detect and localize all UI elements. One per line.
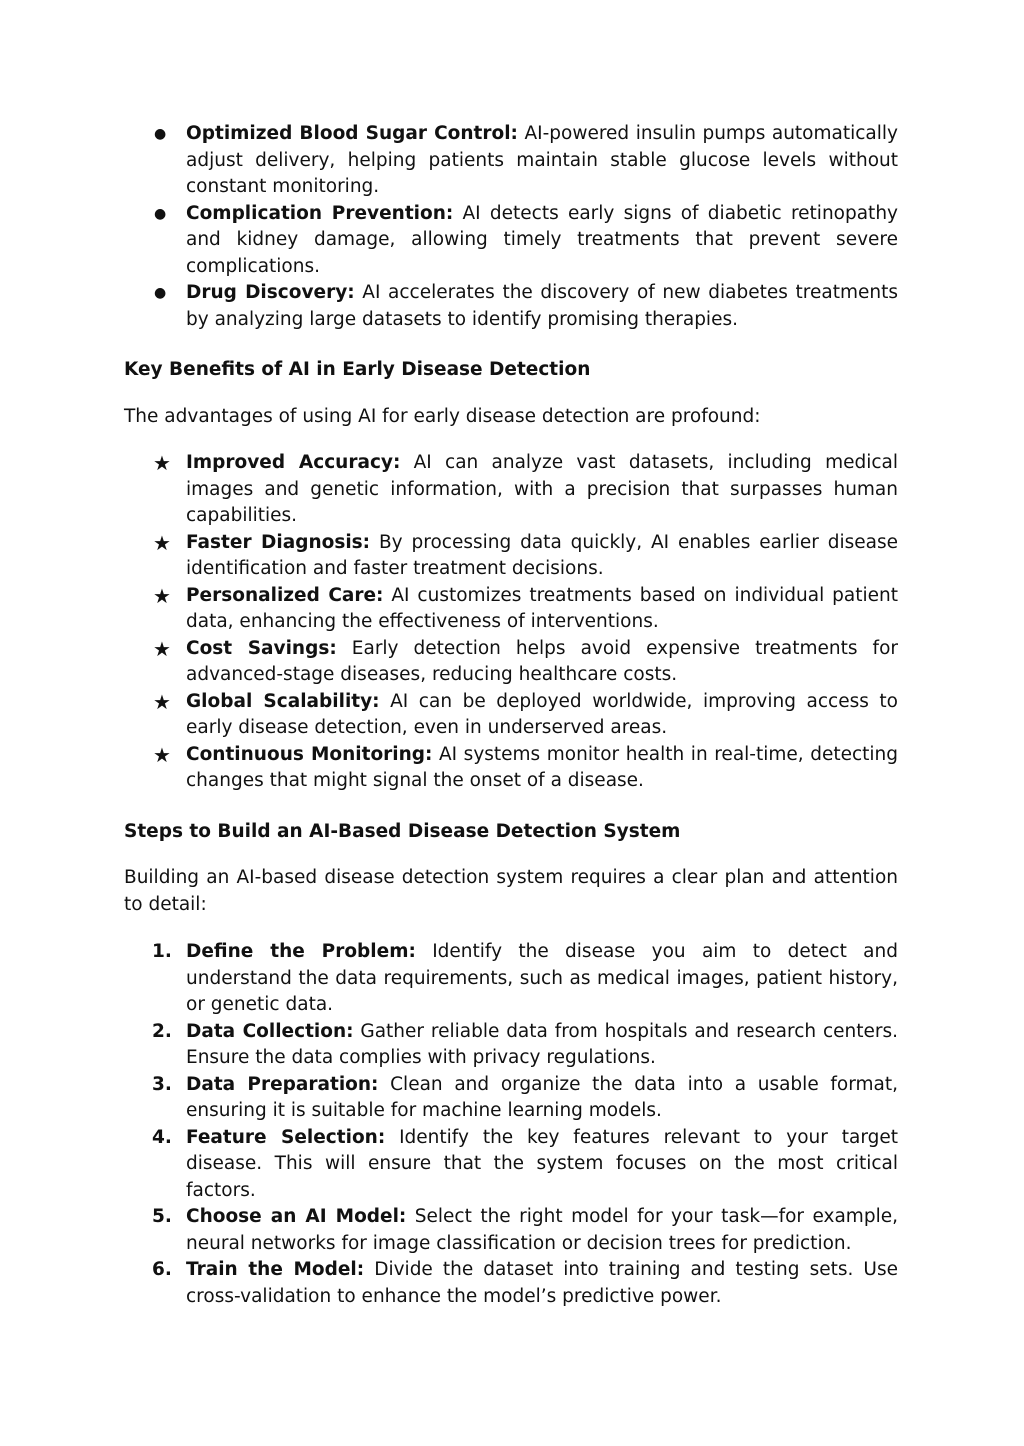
item-text: Clean and organize the data into a usable format, ensuring it is suitable for machine learning models. bbox=[186, 1073, 898, 1121]
benefits-intro: The advantages of using AI for early disease detection are profound: bbox=[124, 405, 761, 427]
item-text: Early detection helps avoid expensive treatments for advanced-stage diseases, reducing healthcare costs. bbox=[186, 637, 898, 685]
document-page bbox=[124, 121, 898, 1310]
list-item bbox=[124, 742, 898, 795]
list-item bbox=[124, 1204, 898, 1257]
list-item bbox=[124, 1125, 898, 1205]
item-label: Data Preparation: bbox=[186, 1073, 379, 1095]
bullet-icon: ● bbox=[154, 205, 167, 222]
list-item bbox=[124, 939, 898, 1019]
item-text: AI can analyze vast datasets, including medical images and genetic information, with a precision that surpasses human capabilities. bbox=[186, 452, 898, 526]
item-label: Drug Discovery: bbox=[186, 282, 355, 303]
benefits-list bbox=[124, 450, 898, 795]
item-label: Train the Model: bbox=[186, 1259, 365, 1280]
star-icon: ★ bbox=[153, 689, 171, 714]
item-label: Faster Diagnosis: bbox=[186, 531, 371, 553]
list-item bbox=[124, 201, 898, 281]
item-text: Identify the key features relevant to your target disease. This will ensure that the system focuses on the most critical factors. bbox=[186, 1126, 899, 1201]
item-label: Define the Problem: bbox=[186, 941, 416, 962]
item-label: Complication Prevention: bbox=[186, 202, 454, 224]
item-text: Identify the disease you aim to detect and understand the data requirements, such as medical images, patient history, or genetic data. bbox=[186, 941, 898, 1015]
step-number: 5. bbox=[152, 1206, 172, 1227]
star-icon: ★ bbox=[153, 583, 171, 608]
step-number: 4. bbox=[152, 1126, 172, 1148]
step-number: 2. bbox=[152, 1020, 172, 1042]
item-label: Optimized Blood Sugar Control: bbox=[186, 123, 518, 144]
list-item bbox=[124, 280, 898, 333]
steps-list bbox=[124, 939, 898, 1310]
list-item bbox=[124, 689, 898, 742]
item-label: Choose an AI Model: bbox=[186, 1206, 407, 1227]
star-icon: ★ bbox=[153, 451, 171, 475]
step-number: 3. bbox=[152, 1073, 172, 1095]
list-item bbox=[124, 530, 898, 583]
item-text: AI accelerates the discovery of new diabetes treatments by analyzing large datasets to identify promising therapies. bbox=[186, 282, 898, 330]
item-text: Select the right model for your task—for example, neural networks for image classification or decision trees for prediction. bbox=[186, 1206, 898, 1254]
item-text: AI can be deployed worldwide, improving access to early disease detection, even in underserved areas. bbox=[186, 690, 898, 738]
item-text: Gather reliable data from hospitals and research centers. Ensure the data complies with privacy regulations. bbox=[186, 1020, 898, 1068]
step-number: 1. bbox=[152, 941, 172, 962]
list-item bbox=[124, 583, 898, 636]
item-text: AI customizes treatments based on individual patient data, enhancing the effectiveness of interventions. bbox=[186, 584, 898, 632]
item-label: Global Scalability: bbox=[186, 690, 380, 712]
bullet-icon: ● bbox=[154, 126, 167, 142]
list-item bbox=[124, 1072, 898, 1125]
item-label: Continuous Monitoring: bbox=[186, 743, 433, 765]
item-text: AI-powered insulin pumps automatically adjust delivery, helping patients maintain stable glucose levels without constant monitoring. bbox=[186, 123, 898, 197]
step-number: 6. bbox=[152, 1259, 172, 1280]
list-item bbox=[124, 1257, 898, 1310]
bullet-icon: ● bbox=[154, 285, 167, 301]
item-label: Data Collection: bbox=[186, 1020, 354, 1042]
list-item bbox=[124, 121, 898, 201]
item-label: Cost Savings: bbox=[186, 637, 337, 659]
star-icon: ★ bbox=[153, 530, 171, 555]
item-text: AI detects early signs of diabetic retinopathy and kidney damage, allowing timely treatments that prevent severe complications. bbox=[186, 202, 898, 277]
item-text: By processing data quickly, AI enables earlier disease identification and faster treatment decisions. bbox=[186, 531, 899, 579]
list-item bbox=[124, 636, 898, 689]
steps-intro: Building an AI-based disease detection system requires a clear plan and attention to detail: bbox=[124, 867, 898, 915]
item-text: Divide the dataset into training and testing sets. Use cross-validation to enhance the model’s predictive power. bbox=[186, 1259, 898, 1307]
section-heading-benefits: Key Benefits of AI in Early Disease Detection bbox=[124, 359, 591, 380]
item-text: AI systems monitor health in real-time, detecting changes that might signal the onset of a disease. bbox=[186, 743, 898, 791]
star-icon: ★ bbox=[153, 636, 171, 661]
item-label: Feature Selection: bbox=[186, 1126, 386, 1148]
diabetes-benefits-list bbox=[124, 121, 898, 333]
item-label: Improved Accuracy: bbox=[186, 452, 401, 473]
list-item bbox=[124, 1019, 898, 1072]
section-heading-steps: Steps to Build an AI-Based Disease Detection System bbox=[124, 820, 681, 842]
list-item bbox=[124, 450, 898, 530]
item-label: Personalized Care: bbox=[186, 584, 384, 606]
star-icon: ★ bbox=[153, 742, 171, 767]
